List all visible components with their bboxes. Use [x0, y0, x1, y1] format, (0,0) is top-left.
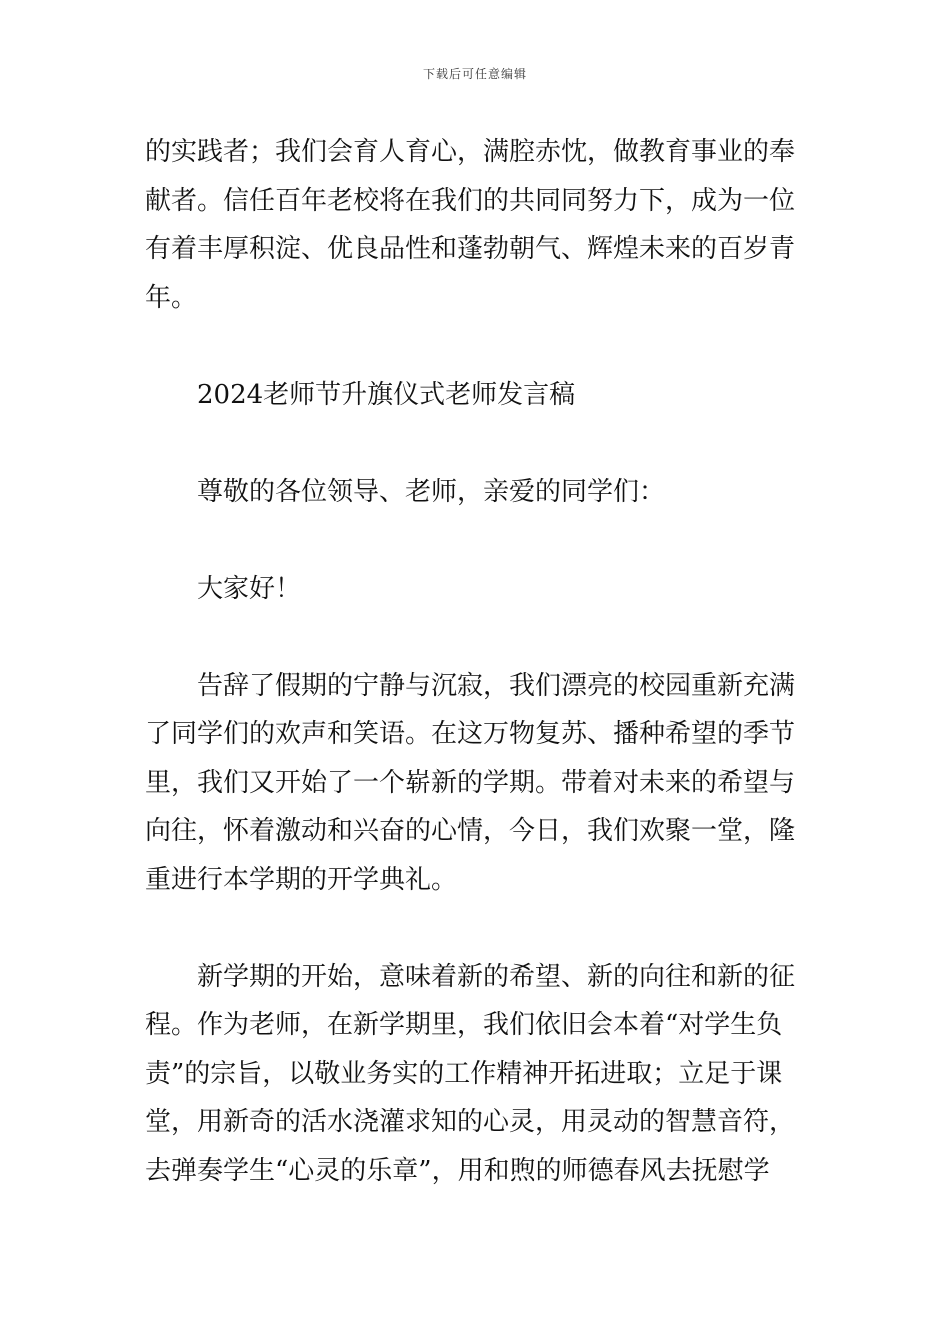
greeting: 大家好！ [197, 573, 302, 604]
text-line: 去弹奏学生“心灵的乐章”，用和煦的师德春风去抚慰学 [145, 1155, 770, 1186]
paragraph-gap [145, 419, 810, 468]
paragraph-new-semester [145, 953, 810, 1196]
page-header: 下载后可任意编辑 [422, 67, 527, 81]
text-line: 里，我们又开始了一个崭新的学期。带着对未来的希望与 [145, 767, 796, 798]
text-line: 年。 [145, 282, 198, 313]
text-line: 程。作为老师，在新学期里，我们依旧会本着“对学生负 [145, 1010, 783, 1040]
salutation: 尊敬的各位领导、老师，亲爱的同学们： [197, 476, 666, 507]
paragraph-gap [145, 322, 810, 371]
paragraph-gap [145, 613, 810, 662]
text-line: 责”的宗旨，以敬业务实的工作精神开拓进取；立足于课 [145, 1058, 783, 1089]
text-line: 了同学们的欢声和笑语。在这万物复苏、播种希望的季节 [145, 719, 796, 749]
text-line: 的实践者；我们会育人育心，满腔赤忱，做教育事业的奉 [145, 137, 796, 167]
text-line: 堂，用新奇的活水浇灌求知的心灵，用灵动的智慧音符， [145, 1107, 796, 1137]
text-line: 向往，怀着激动和兴奋的心情，今日，我们欢聚一堂，隆 [145, 816, 796, 846]
speech-title: 2024老师节升旗仪式老师发言稿 [197, 379, 576, 410]
text-line: 献者。信任百年老校将在我们的共同同努力下，成为一位 [145, 185, 796, 216]
paragraph-opening [145, 662, 810, 905]
text-line: 告辞了假期的宁静与沉寂，我们漂亮的校园重新充满 [197, 670, 796, 701]
text-line: 新学期的开始，意味着新的希望、新的向往和新的征 [197, 961, 796, 992]
paragraph-gap [145, 516, 810, 565]
paragraph-gap [145, 904, 810, 953]
document-body [145, 128, 810, 1195]
paragraph-closing [145, 128, 810, 322]
text-line: 有着丰厚积淀、优良品性和蓬勃朝气、辉煌未来的百岁青 [145, 234, 796, 264]
text-line: 重进行本学期的开学典礼。 [145, 864, 458, 895]
